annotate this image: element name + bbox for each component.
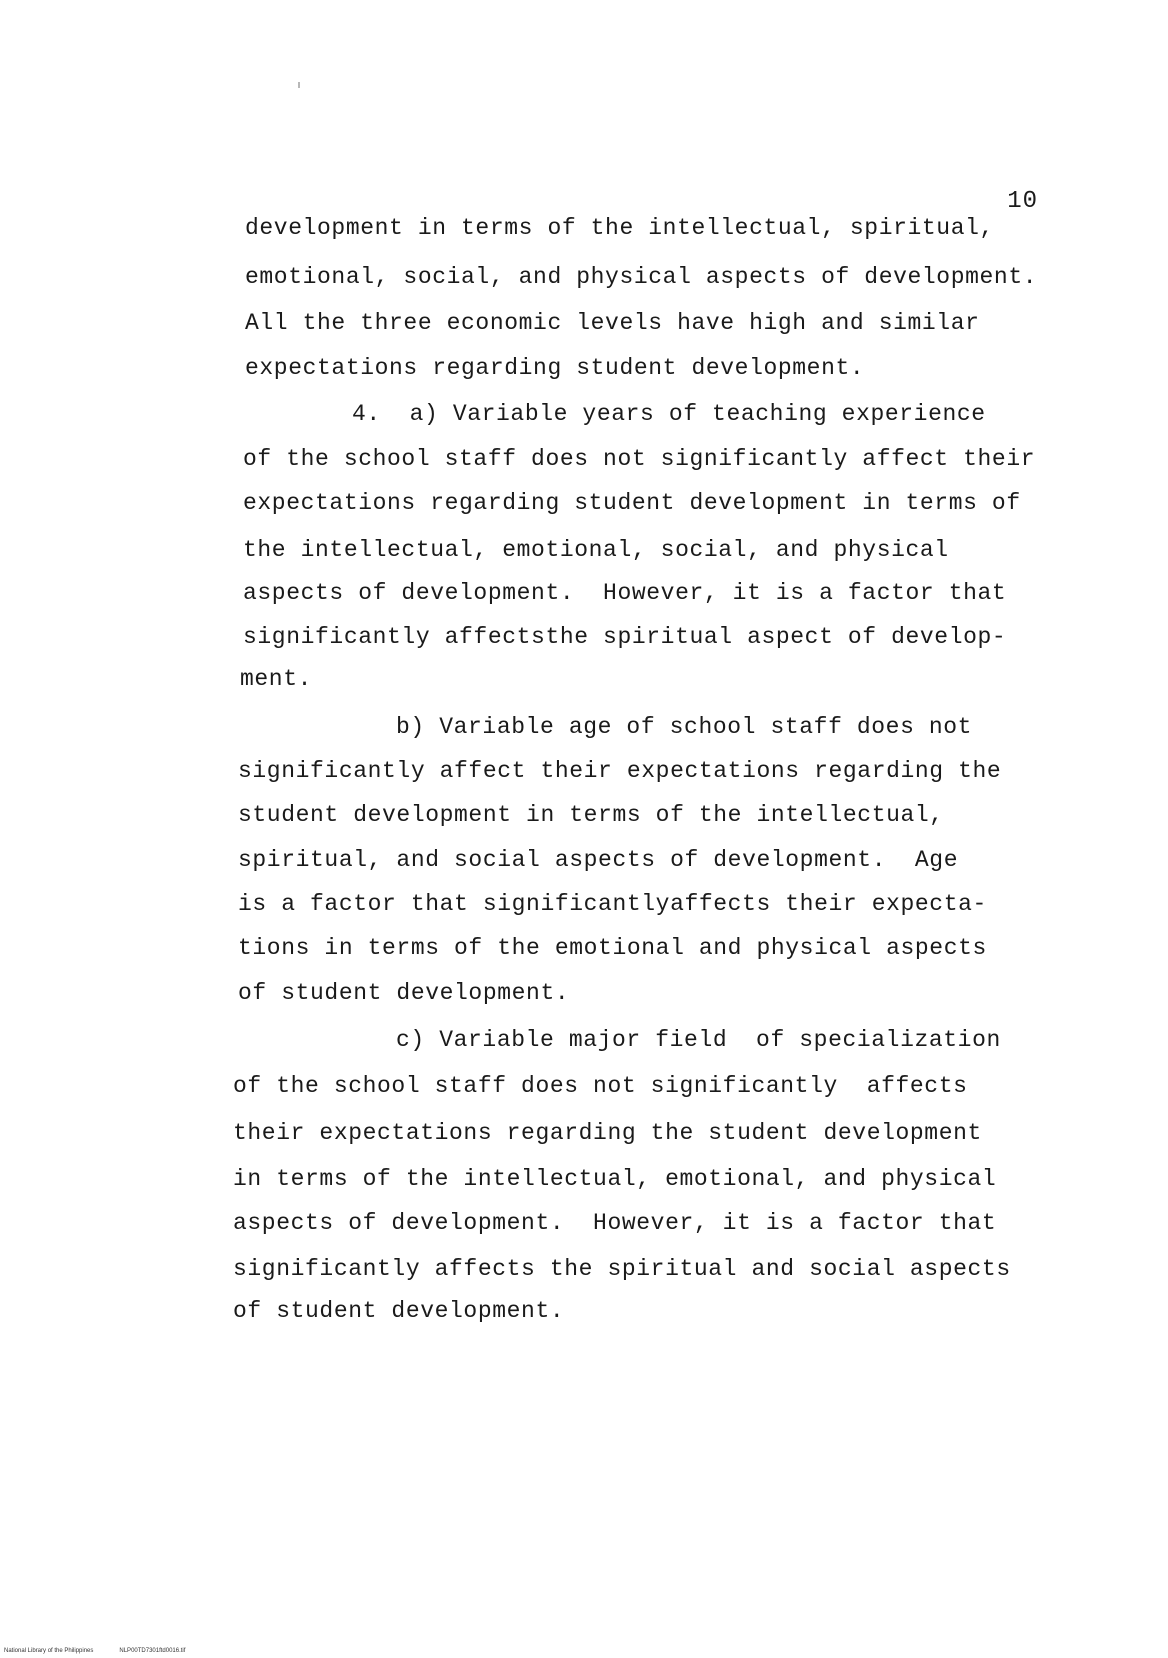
- text-line: the intellectual, emotional, social, and physical: [243, 537, 949, 563]
- text-line: significantly affectsthe spiritual aspect of develop-: [243, 624, 1007, 650]
- text-line: is a factor that significantlyaffects their expecta-: [238, 891, 987, 917]
- footer-file: NLP00TD7301ftd0016.tif: [119, 1648, 186, 1654]
- text-line: spiritual, and social aspects of development. Age: [238, 847, 959, 873]
- text-line: of the school staff does not significantly affect their: [243, 446, 1036, 472]
- text-line: c) Variable major field of specialization: [396, 1027, 1001, 1053]
- scan-footer: [4, 1648, 211, 1654]
- text-line: b) Variable age of school staff does not: [396, 714, 973, 740]
- text-line: significantly affects the spiritual and social aspects: [233, 1256, 1011, 1282]
- text-line: significantly affect their expectations regarding the: [238, 758, 1002, 784]
- page-number: 10: [1007, 188, 1038, 215]
- scan-speck: [298, 82, 300, 88]
- footer-library: National Library of the Philippines: [4, 1648, 94, 1654]
- text-line: tions in terms of the emotional and physical aspects: [238, 935, 987, 961]
- text-line: emotional, social, and physical aspects of development.: [245, 264, 1038, 290]
- text-line: development in terms of the intellectual, spiritual,: [245, 215, 994, 241]
- text-line: their expectations regarding the student development: [233, 1120, 982, 1146]
- text-line: of the school staff does not significantly affects: [233, 1073, 968, 1099]
- text-line: of student development.: [233, 1298, 565, 1324]
- text-line: aspects of development. However, it is a factor that: [233, 1210, 997, 1236]
- text-line: of student development.: [238, 980, 570, 1006]
- text-line: expectations regarding student development.: [245, 355, 865, 381]
- text-line: aspects of development. However, it is a factor that: [243, 580, 1007, 606]
- text-line: All the three economic levels have high and similar: [245, 310, 980, 336]
- text-line: ment.: [240, 666, 313, 692]
- text-line: 4. a) Variable years of teaching experience: [352, 401, 986, 427]
- text-line: expectations regarding student development in terms of: [243, 490, 1021, 516]
- text-line: in terms of the intellectual, emotional, and physical: [233, 1166, 997, 1192]
- text-line: student development in terms of the intellectual,: [238, 802, 944, 828]
